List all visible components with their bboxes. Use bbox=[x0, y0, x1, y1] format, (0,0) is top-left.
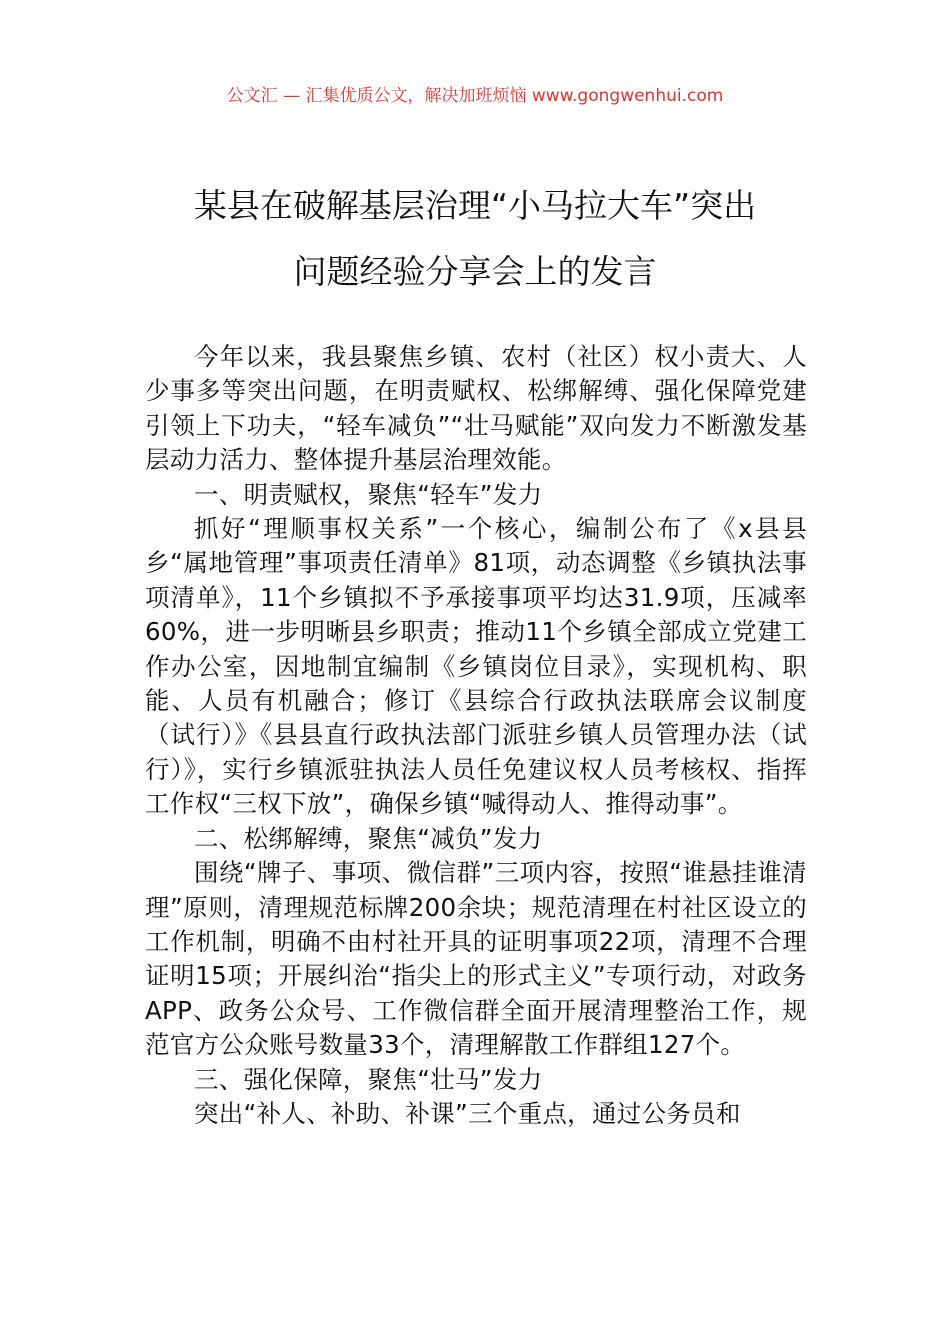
document-title-line-2: 问题经验分享会上的发言 bbox=[293, 252, 657, 291]
section-paragraph-1: 抓好“理顺事权关系”一个核心，编制公布了《x县县乡“属地管理”事项责任清单》81项，动态调整《乡镇执法事项清单》，11个乡镇拟不予承接事项平均达31.9项，压减率60%，进一步明晰县乡职责；推动11个乡镇全部成立党建工作办公室，因地制宜编制《乡镇岗位目录》，实现机构、职能、人员有机融合；修订《县综合行政执法联席会议制度（试行）》《县县直行政执法部门派驻乡镇人员管理办法（试行）》，实行乡镇派驻执法人员任免建议权人员考核权、指挥工作权“三权下放”，确保乡镇“喊得动人、推得动事”。 bbox=[145, 514, 807, 819]
document-title-line-1: 某县在破解基层治理“小马拉大车”突出 bbox=[193, 186, 757, 225]
section-paragraph-3: 突出“补人、补助、补课”三个重点，通过公务员和 bbox=[194, 1098, 741, 1128]
section-heading-1: 一、明责赋权，聚焦“轻车”发力 bbox=[194, 479, 543, 509]
watermark-header[interactable]: 公文汇 — 汇集优质公文，解决加班烦恼 www.gongwenhui.com bbox=[226, 86, 724, 106]
section-heading-2: 二、松绑解缚，聚焦“减负”发力 bbox=[194, 823, 543, 853]
document-body bbox=[145, 340, 807, 1131]
section-heading-3: 三、强化保障，聚焦“壮马”发力 bbox=[194, 1064, 543, 1094]
section-paragraph-2: 围绕“牌子、事项、微信群”三项内容，按照“谁悬挂谁清理”原则，清理规范标牌200余块；规范清理在村社区设立的工作机制，明确不由村社开具的证明事项22项，清理不合理证明15项；开展纠治“指尖上的形式主义”专项行动，对政务APP、政务公众号、工作微信群全面开展清理整治工作，规范官方公众账号数量33个，清理解散工作群组127个。 bbox=[145, 858, 807, 1060]
intro-paragraph: 今年以来，我县聚焦乡镇、农村（社区）权小责大、人少事多等突出问题，在明责赋权、松绑解缚、强化保障党建引领上下功夫，“轻车减负”“壮马赋能”双向发力不断激发基层动力活力、整体提升基层治理效能。 bbox=[145, 342, 807, 475]
